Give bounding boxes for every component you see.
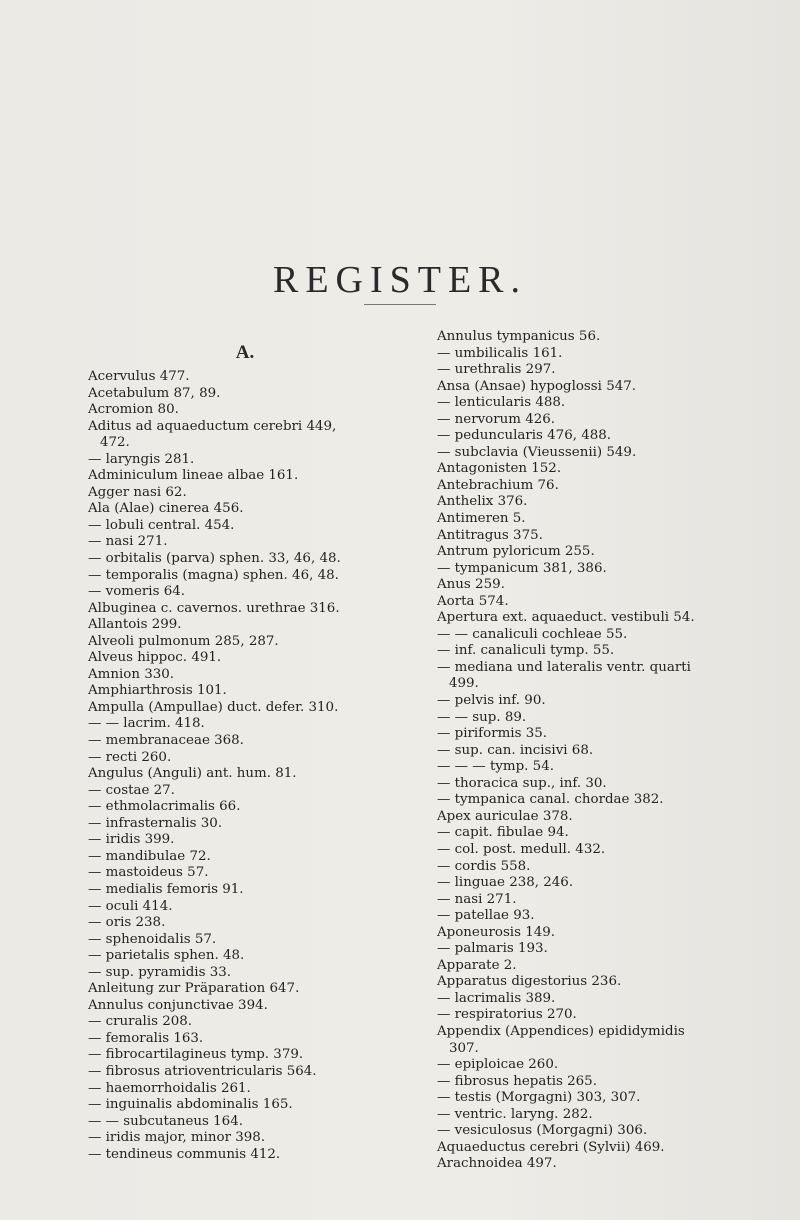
index-entry: Anus 259. xyxy=(437,577,505,593)
index-entry: Acetabulum 87, 89. xyxy=(88,385,221,401)
index-entry: Antimeren 5. xyxy=(437,511,526,527)
index-entry: — umbilicalis 161. xyxy=(437,345,563,361)
index-entry: — orbitalis (parva) sphen. 33, 46, 48. xyxy=(88,551,341,567)
index-entry: — lobuli central. 454. xyxy=(88,517,235,533)
index-entry: 472. xyxy=(100,435,130,451)
index-entry: Albuginea c. cavernos. urethrae 316. xyxy=(88,600,340,616)
index-entry: — mediana und lateralis ventr. quarti xyxy=(437,659,691,675)
index-entry: — tympanicum 381, 386. xyxy=(437,560,607,576)
index-entry: — nasi 271. xyxy=(88,534,168,550)
index-entry: — pelvis inf. 90. xyxy=(437,693,546,709)
index-entry: Anleitung zur Präparation 647. xyxy=(88,981,300,997)
index-entry: — peduncularis 476, 488. xyxy=(437,428,612,444)
index-entry: — piriformis 35. xyxy=(437,726,548,742)
index-entry: — laryngis 281. xyxy=(88,451,195,467)
index-entry: Ala (Alae) cinerea 456. xyxy=(88,501,244,517)
index-entry: Annulus tympanicus 56. xyxy=(437,329,601,344)
index-entry: — mandibulae 72. xyxy=(88,848,211,864)
index-entry: — iridis 399. xyxy=(88,832,175,848)
index-entry: Apparatus digestorius 236. xyxy=(437,974,622,990)
index-entry: Agger nasi 62. xyxy=(88,484,187,500)
index-entry: Annulus conjunctivae 394. xyxy=(88,997,268,1013)
index-entry: Alveus hippoc. 491. xyxy=(88,650,222,666)
index-entry: Adminiculum lineae albae 161. xyxy=(88,468,299,484)
index-entry: — recti 260. xyxy=(88,749,172,765)
index-entry: — infrasternalis 30. xyxy=(88,815,223,831)
index-entry: Apertura ext. aquaeduct. vestibuli 54. xyxy=(437,610,695,626)
index-entry: — patellae 93. xyxy=(437,908,535,924)
index-entry: Ansa (Ansae) hypoglossi 547. xyxy=(437,378,637,394)
index-entry: Angulus (Anguli) ant. hum. 81. xyxy=(88,766,297,782)
index-entry: — fibrosus atrioventricularis 564. xyxy=(88,1063,317,1079)
index-entry: Aditus ad aquaeductum cerebri 449, xyxy=(88,418,337,434)
index-entry: Acervulus 477. xyxy=(88,369,190,384)
index-entry: — fibrosus hepatis 265. xyxy=(437,1073,597,1089)
index-entry: — ventric. laryng. 282. xyxy=(437,1106,593,1122)
index-entry: Apex auriculae 378. xyxy=(437,808,573,824)
index-entry: Anthelix 376. xyxy=(437,494,528,510)
index-entry: — urethralis 297. xyxy=(437,362,556,378)
index-entry: — capit. fibulae 94. xyxy=(437,825,569,841)
index-entry: — epiploicae 260. xyxy=(437,1057,559,1073)
index-entry: — palmaris 193. xyxy=(437,941,548,957)
index-entry: — testis (Morgagni) 303, 307. xyxy=(437,1090,641,1106)
index-entry: Allantois 299. xyxy=(88,617,182,633)
index-entry: — lacrimalis 389. xyxy=(437,990,556,1006)
index-entry: — costae 27. xyxy=(88,782,175,798)
index-entry: Amphiarthrosis 101. xyxy=(88,683,227,699)
index-entry: — vomeris 64. xyxy=(88,584,186,600)
index-entry: — haemorrhoidalis 261. xyxy=(88,1080,251,1096)
index-entry: — — — tymp. 54. xyxy=(437,759,554,775)
index-entry: Acromion 80. xyxy=(88,402,179,418)
index-entry: Antrum pyloricum 255. xyxy=(437,544,595,560)
index-entry: — iridis major, minor 398. xyxy=(88,1130,266,1146)
index-entry: Aponeurosis 149. xyxy=(437,924,556,940)
index-entry: Aquaeductus cerebri (Sylvii) 469. xyxy=(437,1139,665,1155)
index-entry: — inf. canaliculi tymp. 55. xyxy=(437,643,615,659)
index-entry: — respiratorius 270. xyxy=(437,1007,577,1023)
index-entry: — sup. can. incisivi 68. xyxy=(437,742,594,758)
index-entry: — — lacrim. 418. xyxy=(88,716,205,732)
index-entry: — mastoideus 57. xyxy=(88,865,209,881)
section-letter: A. xyxy=(235,342,255,363)
index-column-left xyxy=(88,369,410,1163)
index-entry: — — subcutaneus 164. xyxy=(88,1113,243,1129)
index-entry: — femoralis 163. xyxy=(88,1030,204,1046)
index-entry: — nasi 271. xyxy=(437,891,517,907)
index-entry: Apparate 2. xyxy=(437,957,517,973)
index-entry: Arachnoidea 497. xyxy=(437,1156,557,1172)
index-entry: — membranaceae 368. xyxy=(88,733,244,749)
index-entry: — tendineus communis 412. xyxy=(88,1146,281,1162)
index-entry: — thoracica sup., inf. 30. xyxy=(437,775,607,791)
index-entry: — vesiculosus (Morgagni) 306. xyxy=(437,1123,648,1139)
index-entry: — ethmolacrimalis 66. xyxy=(88,799,241,815)
index-entry: — nervorum 426. xyxy=(437,411,556,427)
page-title: REGISTER. xyxy=(272,259,528,301)
index-entry: — sphenoidalis 57. xyxy=(88,931,217,947)
index-entry: — cruralis 208. xyxy=(88,1014,193,1030)
index-entry: Appendix (Appendices) epididymidis xyxy=(437,1023,685,1039)
index-entry: — medialis femoris 91. xyxy=(88,881,244,897)
index-entry: — col. post. medull. 432. xyxy=(437,841,606,857)
index-entry: 307. xyxy=(449,1040,479,1056)
index-entry: — sup. pyramidis 33. xyxy=(88,964,232,980)
index-column-right xyxy=(437,329,767,1173)
index-entry: Alveoli pulmonum 285, 287. xyxy=(88,633,279,649)
index-entry: — linguae 238, 246. xyxy=(437,875,574,891)
index-entry: — — sup. 89. xyxy=(437,709,527,725)
index-entry: — fibrocartilagineus tymp. 379. xyxy=(88,1047,304,1063)
index-entry: Antitragus 375. xyxy=(437,527,543,543)
index-entry: Antebrachium 76. xyxy=(437,477,559,493)
title-divider xyxy=(364,304,436,305)
index-entry: 499. xyxy=(449,676,479,692)
index-entry: — temporalis (magna) sphen. 46, 48. xyxy=(88,567,339,583)
index-entry: — oris 238. xyxy=(88,915,166,931)
index-entry: — tympanica canal. chordae 382. xyxy=(437,792,664,808)
index-entry: Amnion 330. xyxy=(88,666,175,682)
index-entry: — oculi 414. xyxy=(88,898,173,914)
index-entry: — cordis 558. xyxy=(437,858,531,874)
index-entry: — — canaliculi cochleae 55. xyxy=(437,626,628,642)
index-entry: — lenticularis 488. xyxy=(437,395,566,411)
index-entry: Antagonisten 152. xyxy=(437,461,562,477)
index-entry: — parietalis sphen. 48. xyxy=(88,948,245,964)
index-entry: — subclavia (Vieussenii) 549. xyxy=(437,444,637,460)
index-entry: Ampulla (Ampullae) duct. defer. 310. xyxy=(88,699,339,715)
index-entry: — inguinalis abdominalis 165. xyxy=(88,1097,293,1113)
index-entry: Aorta 574. xyxy=(437,593,509,609)
